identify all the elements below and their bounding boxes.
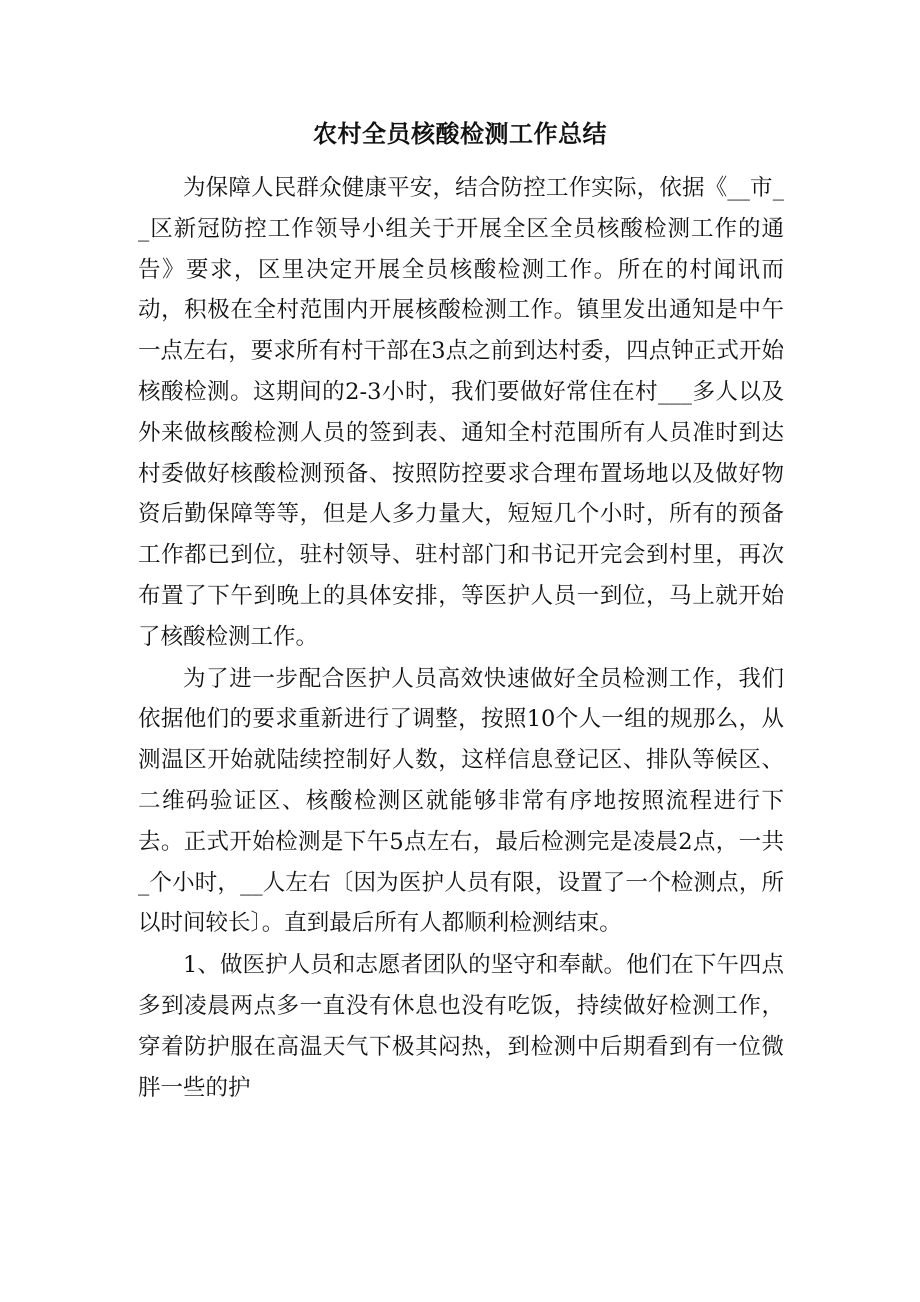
paragraph-1: 为保障人民群众健康平安，结合防控工作实际，依据《__市__区新冠防控工作领导小组关于开展全区全员核酸检测工作的通告》要求，区里决定开展全员核酸检测工作。所在的村闻讯而动，积极在全村范围内开展核酸检测工作。镇里发出通知是中午一点左右，要求所有村干部在3点之前到达村委，四点钟正式开始核酸检测。这期间的2-3小时，我们要做好常住在村___多人以及外来做核酸检测人员的签到表、通知全村范围所有人员准时到达村委做好核酸检测预备、按照防控要求合理布置场地以及做好物资后勤保障等等，但是人多力量大，短短几个小时，所有的预备工作都已到位，驻村领导、驻村部门和书记开完会到村里，再次布置了下午到晚上的具体安排，等医护人员一到位，马上就开始了核酸检测工作。 [138, 175, 784, 650]
paragraph-3: 1、做医护人员和志愿者团队的坚守和奉献。他们在下午四点多到凌晨两点多一直没有休息也没有吃饭，持续做好检测工作，穿着防护服在高温天气下极其闷热，到检测中后期看到有一位微胖一些的护 [138, 952, 784, 1101]
paragraph-2: 为了进一步配合医护人员高效快速做好全员检测工作，我们依据他们的要求重新进行了调整，按照10个人一组的规那么，从测温区开始就陆续控制好人数，这样信息登记区、排队等候区、二维码验证区、核酸检测区就能够非常有序地按照流程进行下去。正式开始检测是下午5点左右，最后检测完是凌晨2点，一共_个小时，__人左右〔因为医护人员有限，设置了一个检测点，所以时间较长〕。直到最后所有人都顺利检测结束。 [138, 665, 784, 937]
document-title: 农村全员核酸检测工作总结 [313, 120, 607, 148]
document-body [138, 168, 784, 1108]
